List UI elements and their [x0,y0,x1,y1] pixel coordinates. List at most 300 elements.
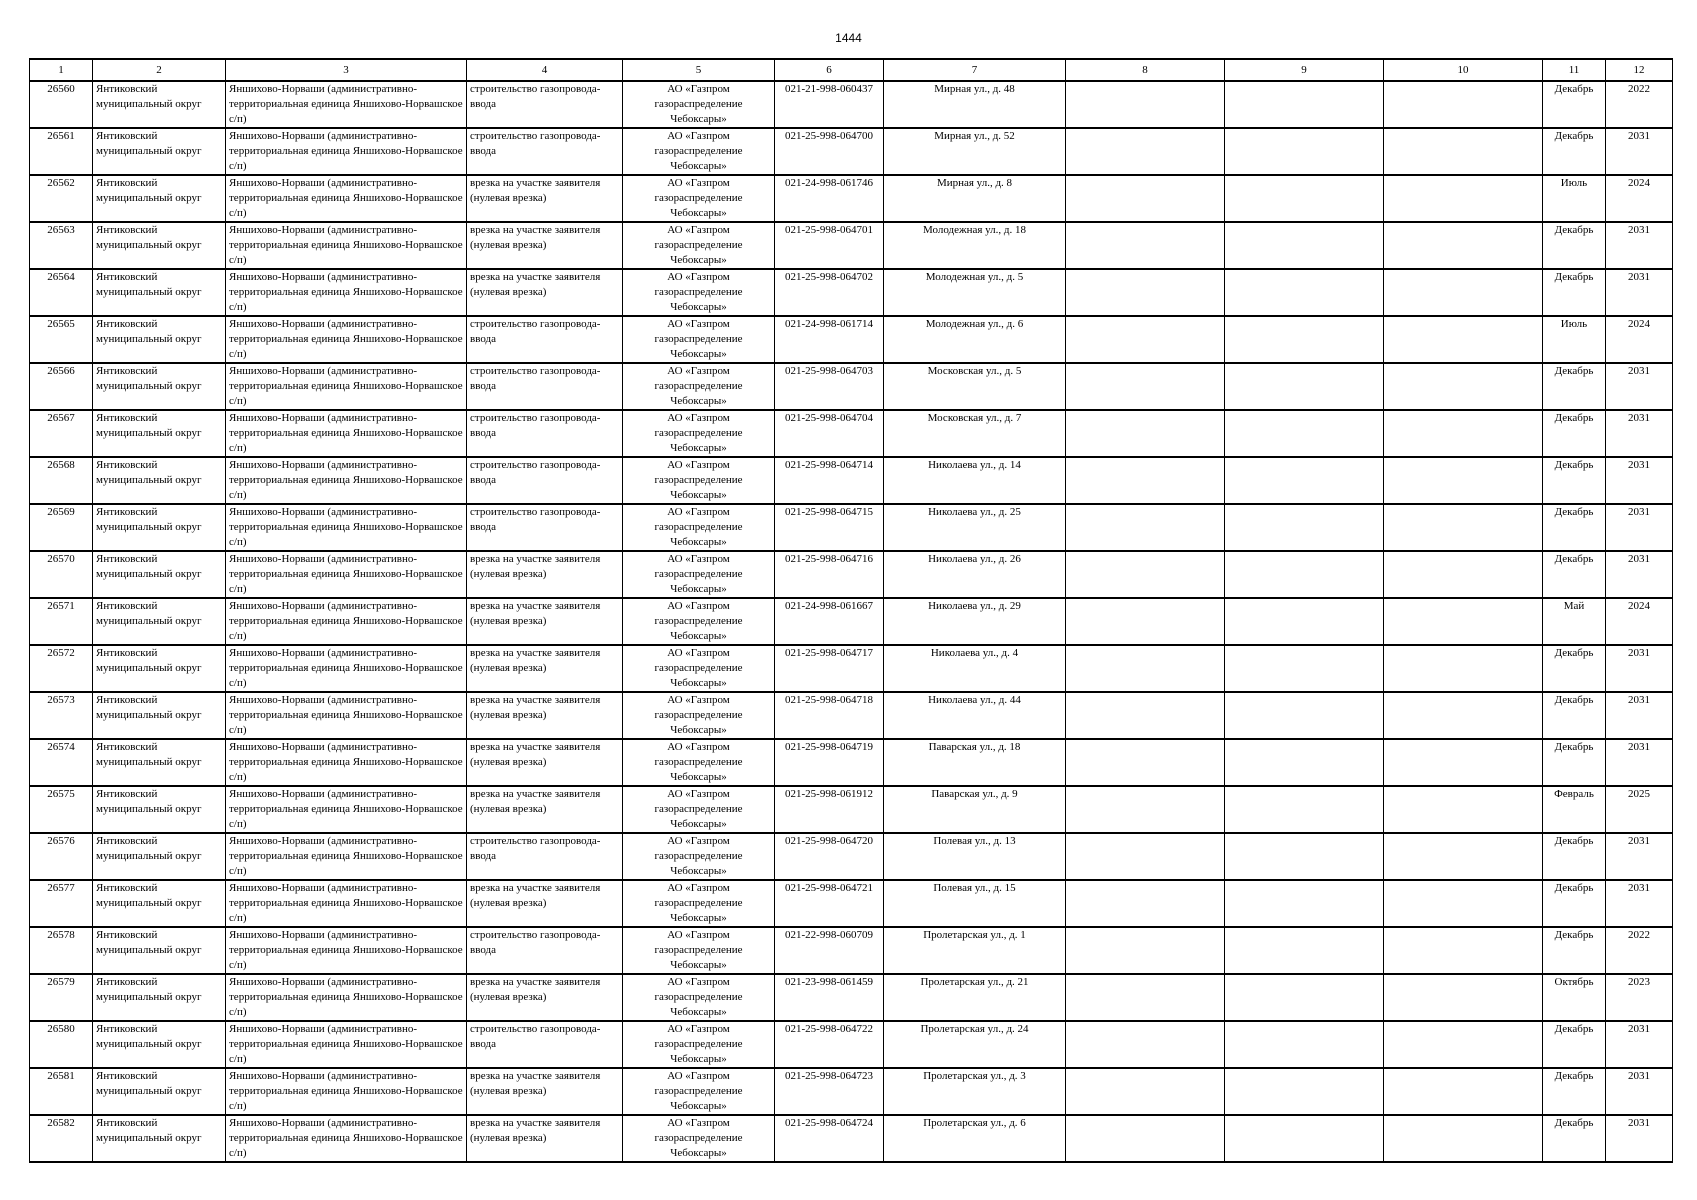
cell-month: Декабрь [1543,1068,1606,1115]
cell-row-number: 26572 [30,645,93,692]
cell-district: Янтиковский муниципальный округ [93,316,226,363]
cell-address: Пролетарская ул., д. 3 [884,1068,1066,1115]
cell-settlement: Яншихово-Норваши (административно-территориальная единица Яншихово-Норвашское с/п) [226,222,467,269]
cell-organization: АО «Газпром газораспределение Чебоксары» [623,316,775,363]
table-row [30,645,1673,692]
cell-address: Московская ул., д. 7 [884,410,1066,457]
cell-organization: АО «Газпром газораспределение Чебоксары» [623,269,775,316]
cell-row-number: 26565 [30,316,93,363]
cell-work-type: врезка на участке заявителя (нулевая врезка) [467,645,623,692]
cell-work-type: врезка на участке заявителя (нулевая врезка) [467,175,623,222]
cell-col-10 [1384,739,1543,786]
cell-col-9 [1225,316,1384,363]
cell-application-number: 021-25-998-064722 [775,1021,884,1068]
cell-organization: АО «Газпром газораспределение Чебоксары» [623,363,775,410]
table-row [30,363,1673,410]
cell-district: Янтиковский муниципальный округ [93,692,226,739]
cell-address: Пролетарская ул., д. 21 [884,974,1066,1021]
cell-district: Янтиковский муниципальный округ [93,222,226,269]
cell-work-type: врезка на участке заявителя (нулевая врезка) [467,222,623,269]
cell-row-number: 26576 [30,833,93,880]
cell-col-8 [1066,739,1225,786]
cell-col-9 [1225,927,1384,974]
cell-month: Декабрь [1543,927,1606,974]
column-header-12: 12 [1606,59,1673,81]
cell-work-type: врезка на участке заявителя (нулевая врезка) [467,1068,623,1115]
cell-district: Янтиковский муниципальный округ [93,786,226,833]
cell-col-8 [1066,504,1225,551]
cell-row-number: 26567 [30,410,93,457]
cell-work-type: строительство газопровода-ввода [467,363,623,410]
cell-address: Молодежная ул., д. 18 [884,222,1066,269]
cell-row-number: 26561 [30,128,93,175]
cell-district: Янтиковский муниципальный округ [93,269,226,316]
cell-application-number: 021-25-998-064702 [775,269,884,316]
table-row [30,786,1673,833]
cell-month: Декабрь [1543,363,1606,410]
cell-organization: АО «Газпром газораспределение Чебоксары» [623,410,775,457]
cell-application-number: 021-25-998-061912 [775,786,884,833]
table-row [30,269,1673,316]
cell-district: Янтиковский муниципальный округ [93,1068,226,1115]
cell-settlement: Яншихово-Норваши (административно-территориальная единица Яншихово-Норвашское с/п) [226,974,467,1021]
cell-work-type: врезка на участке заявителя (нулевая врезка) [467,739,623,786]
cell-col-9 [1225,269,1384,316]
cell-month: Декабрь [1543,504,1606,551]
cell-settlement: Яншихово-Норваши (административно-территориальная единица Яншихово-Норвашское с/п) [226,692,467,739]
cell-col-10 [1384,974,1543,1021]
cell-col-8 [1066,974,1225,1021]
cell-address: Мирная ул., д. 52 [884,128,1066,175]
table-row [30,927,1673,974]
cell-organization: АО «Газпром газораспределение Чебоксары» [623,645,775,692]
cell-organization: АО «Газпром газораспределение Чебоксары» [623,786,775,833]
cell-col-9 [1225,551,1384,598]
table-row [30,222,1673,269]
cell-col-10 [1384,504,1543,551]
cell-month: Декабрь [1543,739,1606,786]
cell-district: Янтиковский муниципальный округ [93,410,226,457]
registry-table [29,58,1673,1163]
cell-col-9 [1225,598,1384,645]
cell-work-type: строительство газопровода-ввода [467,504,623,551]
column-header-9: 9 [1225,59,1384,81]
cell-district: Янтиковский муниципальный округ [93,81,226,128]
cell-application-number: 021-25-998-064718 [775,692,884,739]
cell-application-number: 021-25-998-064714 [775,457,884,504]
cell-month: Декабрь [1543,1021,1606,1068]
cell-year: 2031 [1606,1068,1673,1115]
table-row [30,316,1673,363]
cell-work-type: врезка на участке заявителя (нулевая врезка) [467,692,623,739]
cell-col-9 [1225,880,1384,927]
cell-row-number: 26566 [30,363,93,410]
cell-organization: АО «Газпром газораспределение Чебоксары» [623,739,775,786]
column-header-7: 7 [884,59,1066,81]
cell-year: 2031 [1606,645,1673,692]
cell-month: Декабрь [1543,645,1606,692]
cell-settlement: Яншихово-Норваши (административно-территориальная единица Яншихово-Норвашское с/п) [226,128,467,175]
cell-settlement: Яншихово-Норваши (административно-территориальная единица Яншихово-Норвашское с/п) [226,1021,467,1068]
cell-organization: АО «Газпром газораспределение Чебоксары» [623,551,775,598]
cell-month: Декабрь [1543,551,1606,598]
cell-row-number: 26578 [30,927,93,974]
column-header-10: 10 [1384,59,1543,81]
cell-col-10 [1384,880,1543,927]
cell-year: 2023 [1606,974,1673,1021]
cell-row-number: 26564 [30,269,93,316]
cell-settlement: Яншихово-Норваши (административно-территориальная единица Яншихово-Норвашское с/п) [226,363,467,410]
cell-application-number: 021-24-998-061714 [775,316,884,363]
cell-col-8 [1066,316,1225,363]
cell-address: Паварская ул., д. 9 [884,786,1066,833]
cell-year: 2024 [1606,175,1673,222]
cell-col-10 [1384,81,1543,128]
cell-application-number: 021-25-998-064724 [775,1115,884,1162]
cell-row-number: 26580 [30,1021,93,1068]
table-body [30,81,1673,1162]
cell-settlement: Яншихово-Норваши (административно-территориальная единица Яншихово-Норвашское с/п) [226,833,467,880]
cell-col-9 [1225,457,1384,504]
cell-application-number: 021-25-998-064720 [775,833,884,880]
cell-year: 2031 [1606,410,1673,457]
cell-work-type: строительство газопровода-ввода [467,1021,623,1068]
cell-row-number: 26570 [30,551,93,598]
page-number: 1444 [835,31,862,45]
cell-organization: АО «Газпром газораспределение Чебоксары» [623,598,775,645]
cell-col-8 [1066,128,1225,175]
cell-month: Декабрь [1543,880,1606,927]
table-row [30,410,1673,457]
table-row [30,551,1673,598]
column-header-4: 4 [467,59,623,81]
cell-address: Николаева ул., д. 4 [884,645,1066,692]
cell-work-type: строительство газопровода-ввода [467,128,623,175]
cell-settlement: Яншихово-Норваши (административно-территориальная единица Яншихово-Норвашское с/п) [226,786,467,833]
cell-address: Николаева ул., д. 14 [884,457,1066,504]
cell-row-number: 26577 [30,880,93,927]
cell-work-type: строительство газопровода-ввода [467,316,623,363]
cell-organization: АО «Газпром газораспределение Чебоксары» [623,1068,775,1115]
table-row [30,880,1673,927]
cell-col-9 [1225,363,1384,410]
cell-organization: АО «Газпром газораспределение Чебоксары» [623,457,775,504]
cell-district: Янтиковский муниципальный округ [93,974,226,1021]
cell-application-number: 021-25-998-064715 [775,504,884,551]
cell-col-10 [1384,598,1543,645]
cell-address: Московская ул., д. 5 [884,363,1066,410]
cell-year: 2031 [1606,269,1673,316]
column-header-3: 3 [226,59,467,81]
cell-col-9 [1225,1021,1384,1068]
cell-work-type: строительство газопровода-ввода [467,833,623,880]
cell-col-10 [1384,222,1543,269]
table-row [30,739,1673,786]
cell-settlement: Яншихово-Норваши (административно-территориальная единица Яншихово-Норвашское с/п) [226,927,467,974]
cell-row-number: 26569 [30,504,93,551]
cell-month: Декабрь [1543,457,1606,504]
cell-work-type: строительство газопровода-ввода [467,927,623,974]
table-row [30,974,1673,1021]
cell-settlement: Яншихово-Норваши (административно-территориальная единица Яншихово-Норвашское с/п) [226,1115,467,1162]
cell-col-8 [1066,457,1225,504]
cell-month: Декабрь [1543,833,1606,880]
cell-col-8 [1066,81,1225,128]
cell-application-number: 021-25-998-064703 [775,363,884,410]
cell-row-number: 26579 [30,974,93,1021]
cell-year: 2031 [1606,222,1673,269]
cell-work-type: строительство газопровода-ввода [467,457,623,504]
cell-col-8 [1066,598,1225,645]
column-header-1: 1 [30,59,93,81]
cell-application-number: 021-25-998-064701 [775,222,884,269]
cell-address: Молодежная ул., д. 6 [884,316,1066,363]
cell-settlement: Яншихово-Норваши (административно-территориальная единица Яншихово-Норвашское с/п) [226,504,467,551]
cell-address: Николаева ул., д. 25 [884,504,1066,551]
cell-work-type: строительство газопровода-ввода [467,410,623,457]
column-header-2: 2 [93,59,226,81]
table-row [30,504,1673,551]
cell-year: 2024 [1606,316,1673,363]
cell-application-number: 021-23-998-061459 [775,974,884,1021]
cell-col-10 [1384,363,1543,410]
cell-settlement: Яншихово-Норваши (административно-территориальная единица Яншихово-Норвашское с/п) [226,598,467,645]
cell-organization: АО «Газпром газораспределение Чебоксары» [623,504,775,551]
cell-work-type: врезка на участке заявителя (нулевая врезка) [467,269,623,316]
cell-col-10 [1384,128,1543,175]
cell-organization: АО «Газпром газораспределение Чебоксары» [623,692,775,739]
cell-col-10 [1384,457,1543,504]
cell-district: Янтиковский муниципальный округ [93,457,226,504]
cell-row-number: 26571 [30,598,93,645]
cell-address: Паварская ул., д. 18 [884,739,1066,786]
cell-col-9 [1225,410,1384,457]
table-row [30,598,1673,645]
cell-work-type: врезка на участке заявителя (нулевая врезка) [467,974,623,1021]
cell-district: Янтиковский муниципальный округ [93,175,226,222]
cell-application-number: 021-22-998-060709 [775,927,884,974]
cell-month: Декабрь [1543,410,1606,457]
cell-col-9 [1225,1115,1384,1162]
cell-row-number: 26582 [30,1115,93,1162]
cell-settlement: Яншихово-Норваши (административно-территориальная единица Яншихово-Норвашское с/п) [226,81,467,128]
cell-application-number: 021-24-998-061746 [775,175,884,222]
cell-application-number: 021-25-998-064716 [775,551,884,598]
table-row [30,1021,1673,1068]
cell-district: Янтиковский муниципальный округ [93,1115,226,1162]
cell-district: Янтиковский муниципальный округ [93,598,226,645]
cell-col-10 [1384,1021,1543,1068]
cell-month: Май [1543,598,1606,645]
cell-col-9 [1225,645,1384,692]
cell-district: Янтиковский муниципальный округ [93,128,226,175]
column-header-5: 5 [623,59,775,81]
cell-address: Мирная ул., д. 8 [884,175,1066,222]
cell-address: Молодежная ул., д. 5 [884,269,1066,316]
cell-col-8 [1066,410,1225,457]
cell-application-number: 021-25-998-064721 [775,880,884,927]
cell-year: 2031 [1606,1115,1673,1162]
cell-application-number: 021-25-998-064700 [775,128,884,175]
cell-settlement: Яншихово-Норваши (административно-территориальная единица Яншихово-Норвашское с/п) [226,880,467,927]
cell-col-10 [1384,833,1543,880]
cell-col-9 [1225,504,1384,551]
cell-address: Пролетарская ул., д. 24 [884,1021,1066,1068]
cell-organization: АО «Газпром газораспределение Чебоксары» [623,927,775,974]
cell-district: Янтиковский муниципальный округ [93,927,226,974]
cell-col-10 [1384,927,1543,974]
column-header-8: 8 [1066,59,1225,81]
cell-address: Мирная ул., д. 48 [884,81,1066,128]
cell-month: Декабрь [1543,1115,1606,1162]
cell-year: 2031 [1606,551,1673,598]
cell-organization: АО «Газпром газораспределение Чебоксары» [623,833,775,880]
cell-col-8 [1066,692,1225,739]
cell-organization: АО «Газпром газораспределение Чебоксары» [623,222,775,269]
cell-work-type: врезка на участке заявителя (нулевая врезка) [467,598,623,645]
cell-col-9 [1225,175,1384,222]
cell-year: 2031 [1606,363,1673,410]
cell-application-number: 021-25-998-064723 [775,1068,884,1115]
cell-address: Пролетарская ул., д. 1 [884,927,1066,974]
cell-organization: АО «Газпром газораспределение Чебоксары» [623,81,775,128]
cell-district: Янтиковский муниципальный округ [93,880,226,927]
cell-district: Янтиковский муниципальный округ [93,551,226,598]
table-row [30,1068,1673,1115]
table-row [30,833,1673,880]
cell-col-8 [1066,1115,1225,1162]
cell-work-type: врезка на участке заявителя (нулевая врезка) [467,551,623,598]
cell-district: Янтиковский муниципальный округ [93,645,226,692]
cell-col-8 [1066,363,1225,410]
cell-district: Янтиковский муниципальный округ [93,363,226,410]
cell-col-8 [1066,833,1225,880]
cell-month: Декабрь [1543,222,1606,269]
cell-address: Полевая ул., д. 13 [884,833,1066,880]
cell-settlement: Яншихово-Норваши (административно-территориальная единица Яншихово-Норвашское с/п) [226,410,467,457]
cell-organization: АО «Газпром газораспределение Чебоксары» [623,1115,775,1162]
cell-address: Полевая ул., д. 15 [884,880,1066,927]
cell-year: 2024 [1606,598,1673,645]
cell-col-8 [1066,1021,1225,1068]
cell-row-number: 26563 [30,222,93,269]
cell-address: Николаева ул., д. 29 [884,598,1066,645]
cell-settlement: Яншихово-Норваши (административно-территориальная единица Яншихово-Норвашское с/п) [226,739,467,786]
cell-col-9 [1225,1068,1384,1115]
cell-col-10 [1384,1068,1543,1115]
cell-row-number: 26581 [30,1068,93,1115]
cell-district: Янтиковский муниципальный округ [93,504,226,551]
cell-row-number: 26560 [30,81,93,128]
cell-col-8 [1066,927,1225,974]
cell-address: Пролетарская ул., д. 6 [884,1115,1066,1162]
cell-col-8 [1066,880,1225,927]
cell-row-number: 26573 [30,692,93,739]
cell-col-8 [1066,175,1225,222]
cell-col-9 [1225,692,1384,739]
cell-col-9 [1225,128,1384,175]
cell-col-10 [1384,1115,1543,1162]
cell-col-10 [1384,175,1543,222]
cell-year: 2025 [1606,786,1673,833]
cell-row-number: 26575 [30,786,93,833]
cell-year: 2031 [1606,504,1673,551]
cell-row-number: 26562 [30,175,93,222]
cell-district: Янтиковский муниципальный округ [93,739,226,786]
cell-organization: АО «Газпром газораспределение Чебоксары» [623,175,775,222]
cell-month: Июль [1543,316,1606,363]
cell-month: Декабрь [1543,692,1606,739]
cell-settlement: Яншихово-Норваши (административно-территориальная единица Яншихово-Норвашское с/п) [226,645,467,692]
cell-col-8 [1066,1068,1225,1115]
cell-settlement: Яншихово-Норваши (административно-территориальная единица Яншихово-Норвашское с/п) [226,551,467,598]
table-row [30,1115,1673,1162]
table-row [30,457,1673,504]
cell-col-9 [1225,974,1384,1021]
cell-settlement: Яншихово-Норваши (административно-территориальная единица Яншихово-Норвашское с/п) [226,175,467,222]
cell-organization: АО «Газпром газораспределение Чебоксары» [623,1021,775,1068]
cell-col-8 [1066,551,1225,598]
cell-month: Декабрь [1543,128,1606,175]
table-row [30,81,1673,128]
cell-application-number: 021-21-998-060437 [775,81,884,128]
cell-month: Декабрь [1543,81,1606,128]
cell-settlement: Яншихово-Норваши (административно-территориальная единица Яншихово-Норвашское с/п) [226,1068,467,1115]
cell-organization: АО «Газпром газораспределение Чебоксары» [623,128,775,175]
cell-work-type: врезка на участке заявителя (нулевая врезка) [467,786,623,833]
cell-month: Декабрь [1543,269,1606,316]
cell-work-type: врезка на участке заявителя (нулевая врезка) [467,1115,623,1162]
cell-application-number: 021-24-998-061667 [775,598,884,645]
table-row [30,175,1673,222]
cell-col-10 [1384,410,1543,457]
cell-application-number: 021-25-998-064719 [775,739,884,786]
cell-application-number: 021-25-998-064717 [775,645,884,692]
cell-year: 2031 [1606,457,1673,504]
cell-address: Николаева ул., д. 26 [884,551,1066,598]
column-header-11: 11 [1543,59,1606,81]
cell-application-number: 021-25-998-064704 [775,410,884,457]
cell-month: Июль [1543,175,1606,222]
cell-month: Октябрь [1543,974,1606,1021]
cell-year: 2031 [1606,833,1673,880]
cell-col-9 [1225,81,1384,128]
cell-district: Янтиковский муниципальный округ [93,833,226,880]
header-row [30,59,1673,81]
cell-col-8 [1066,786,1225,833]
cell-month: Февраль [1543,786,1606,833]
cell-organization: АО «Газпром газораспределение Чебоксары» [623,974,775,1021]
cell-col-10 [1384,316,1543,363]
cell-settlement: Яншихово-Норваши (административно-территориальная единица Яншихово-Норвашское с/п) [226,269,467,316]
cell-col-8 [1066,222,1225,269]
cell-year: 2031 [1606,692,1673,739]
cell-row-number: 26574 [30,739,93,786]
cell-work-type: врезка на участке заявителя (нулевая врезка) [467,880,623,927]
cell-col-9 [1225,786,1384,833]
column-header-6: 6 [775,59,884,81]
cell-col-8 [1066,645,1225,692]
cell-year: 2031 [1606,1021,1673,1068]
cell-col-10 [1384,551,1543,598]
table-row [30,128,1673,175]
cell-col-10 [1384,269,1543,316]
table-row [30,692,1673,739]
cell-year: 2031 [1606,880,1673,927]
cell-year: 2031 [1606,739,1673,786]
cell-district: Янтиковский муниципальный округ [93,1021,226,1068]
cell-settlement: Яншихово-Норваши (административно-территориальная единица Яншихово-Норвашское с/п) [226,316,467,363]
